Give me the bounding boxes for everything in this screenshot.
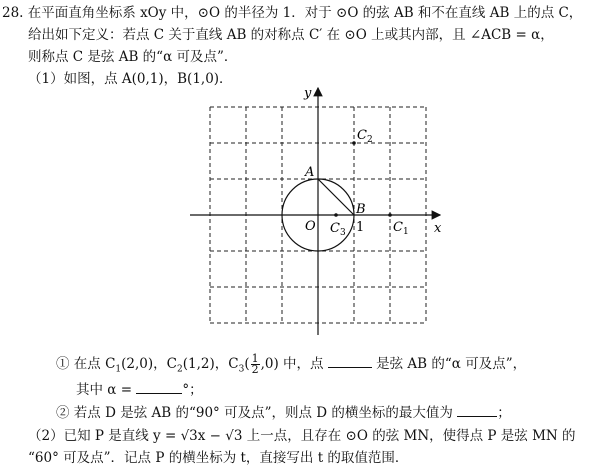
label-c2: $C_2$ [357,128,373,145]
question-1-alpha [76,381,203,399]
q2-end: ； [497,405,511,421]
fraction-denominator: 2 [251,363,259,376]
label-c3: $C_3$ [330,221,346,238]
part2-line-2: “60° 可及点”．记点 P 的横坐标为 t，直接写出 t 的取值范围． [28,450,409,466]
answer-blank-max-x[interactable] [457,416,497,417]
answer-blank-points[interactable] [328,367,372,368]
problem-line-2: 给出如下定义：若点 C 关于直线 AB 的对称点 C′ 在 ⊙O 上或其内部，且 ∠ACB = α， [28,27,554,43]
q1-alpha-suffix: °； [182,382,203,398]
origin-label: O [305,219,316,234]
question-2 [56,404,511,422]
q1-prefix: ① 在点 C [56,356,116,372]
label-b: B [356,202,366,217]
part1-intro: （1）如图，点 A(0,1)，B(1,0)． [28,71,233,87]
q1-frac-close: ,0) 中，点 [260,356,324,372]
q1-alpha-prefix: 其中 α = [76,382,133,398]
q1-c1-sub: 1 [115,364,122,375]
tick-label-1: 1 [356,220,365,235]
x-axis-label: x [434,221,442,236]
problem-text-1: 在平面直角坐标系 xOy 中，⊙O 的半径为 1．对于 ⊙O 的弦 AB 和不在直线 AB 上的点 C， [27,5,583,21]
q1-mid2: (1,2)，C [182,356,239,372]
point-c1 [388,213,392,217]
q2-text: ② 若点 D 是弦 AB 的“90° 可及点”，则点 D 的横坐标的最大值为 [56,405,453,421]
part2-line-1: （2）已知 P 是直线 y = √3x − √3 上一点，且存在 ⊙O 的弦 MN，使得点 P 是弦 MN 的 [28,428,576,444]
problem-number: 28. [2,5,24,21]
label-c1: $C_1$ [393,220,409,237]
answer-blank-alpha[interactable] [136,393,182,394]
fraction-one-half [251,354,260,375]
q1-c3-sub: 3 [238,364,245,375]
fraction-numerator: 1 [251,352,259,365]
label-a: A [305,165,315,180]
question-1 [56,352,526,382]
problem-line-3: 则称点 C 是弦 AB 的“α 可及点”． [28,49,238,65]
q1-suffix: 是弦 AB 的“α 可及点”， [376,356,527,372]
q1-c2-sub: 2 [177,364,183,375]
q1-frac-open: ( [244,356,250,372]
point-c3 [334,213,338,217]
q1-mid1: (2,0)，C [121,356,177,372]
y-axis-label: y [304,86,312,101]
point-c2 [352,141,356,145]
